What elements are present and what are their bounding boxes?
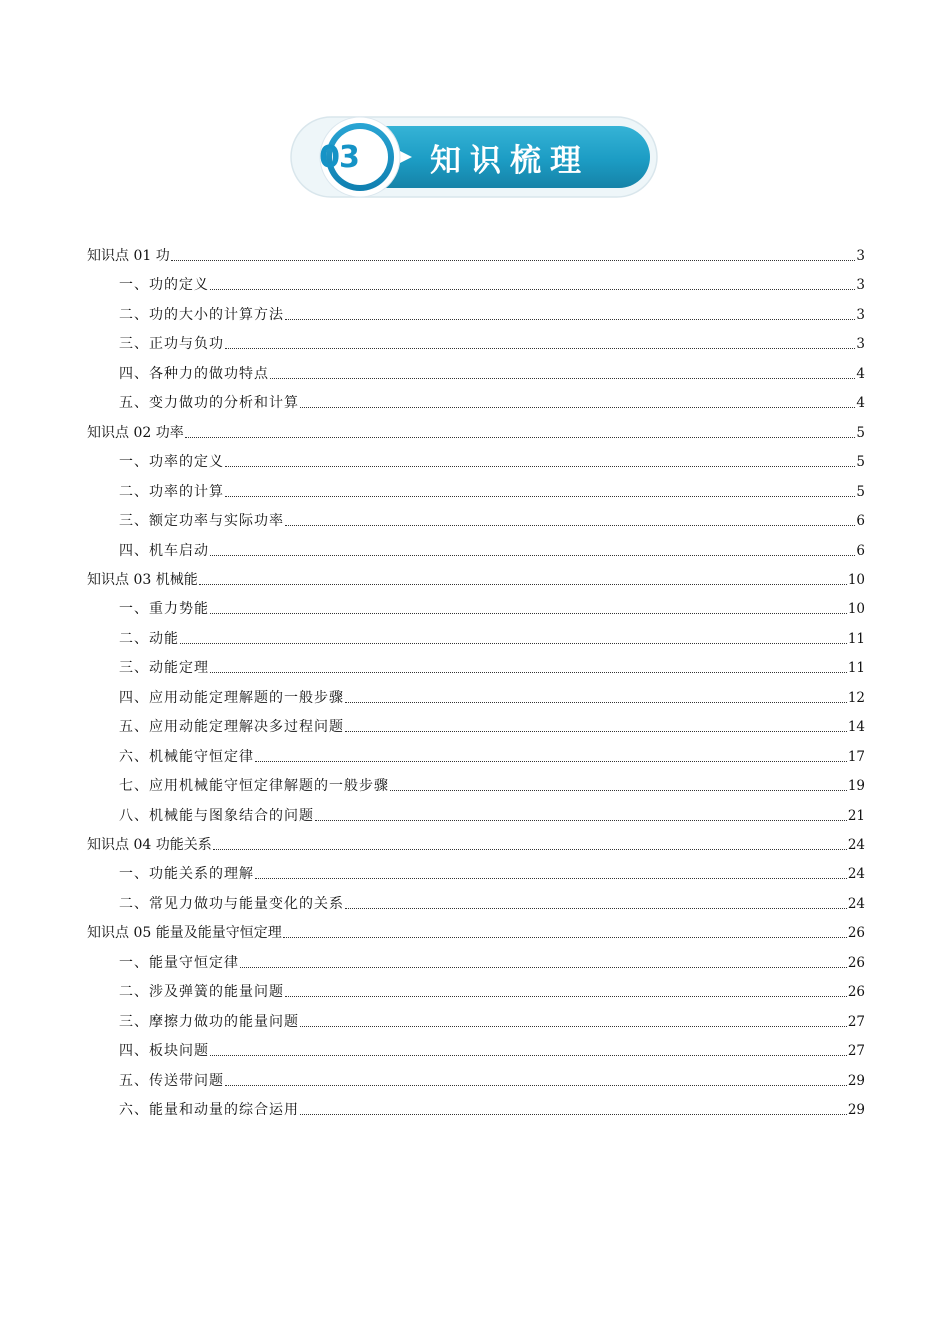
- toc-section-entry[interactable]: [119, 271, 865, 295]
- toc-entry-label: 二、常见力做功与能量变化的关系: [119, 895, 344, 912]
- toc-chapter-entry[interactable]: [87, 831, 865, 855]
- toc-entry-label: 六、机械能守恒定律: [119, 748, 254, 765]
- toc-entry-label: 知识点 05 能量及能量守恒定理: [87, 925, 282, 942]
- toc-entry-label: 四、各种力的做功特点: [119, 365, 269, 382]
- toc-dot-leader: [300, 1025, 847, 1027]
- toc-entry-label: 一、重力势能: [119, 601, 209, 618]
- toc-entry-label: 知识点 03 机械能: [87, 571, 198, 588]
- toc-entry-label: 知识点 02 功率: [87, 424, 184, 441]
- toc-entry-label: 一、功的定义: [119, 277, 209, 294]
- toc-page-number: 12: [847, 689, 865, 706]
- toc-section-entry[interactable]: [119, 389, 865, 413]
- toc-entry-label: 三、摩擦力做功的能量问题: [119, 1013, 299, 1030]
- toc-dot-leader: [225, 465, 855, 467]
- toc-section-entry[interactable]: [119, 802, 865, 826]
- toc-section-entry[interactable]: [119, 654, 865, 678]
- toc-section-entry[interactable]: [119, 360, 865, 384]
- toc-dot-leader: [213, 848, 847, 850]
- toc-section-entry[interactable]: [119, 448, 865, 472]
- toc-dot-leader: [210, 612, 847, 614]
- toc-section-entry[interactable]: [119, 684, 865, 708]
- toc-page-number: 10: [847, 601, 865, 618]
- toc-entry-label: 五、变力做功的分析和计算: [119, 395, 299, 412]
- toc-chapter-entry[interactable]: [87, 242, 865, 266]
- toc-entry-label: 七、应用机械能守恒定律解题的一般步骤: [119, 778, 389, 795]
- toc-entry-label: 五、传送带问题: [119, 1072, 224, 1089]
- toc-page-number: 24: [847, 837, 865, 853]
- toc-dot-leader: [285, 524, 855, 526]
- toc-section-entry[interactable]: [119, 978, 865, 1002]
- toc-dot-leader: [210, 288, 855, 290]
- toc-page-number: 6: [856, 513, 865, 530]
- section-banner: [290, 116, 658, 198]
- toc-section-entry[interactable]: [119, 949, 865, 973]
- toc-dot-leader: [180, 642, 847, 644]
- toc-dot-leader: [171, 259, 856, 261]
- toc-entry-label: 四、板块问题: [119, 1043, 209, 1060]
- toc-entry-label: 一、功率的定义: [119, 454, 224, 471]
- toc-dot-leader: [283, 936, 847, 938]
- toc-chapter-entry[interactable]: [87, 919, 865, 943]
- toc-section-entry[interactable]: [119, 1037, 865, 1061]
- toc-chapter-entry[interactable]: [87, 419, 865, 443]
- toc-page-number: 29: [847, 1072, 865, 1089]
- toc-dot-leader: [300, 406, 855, 408]
- toc-page-number: 19: [847, 778, 865, 795]
- toc-page-number: 26: [847, 984, 865, 1001]
- toc-section-entry[interactable]: [119, 1096, 865, 1120]
- toc-entry-label: 知识点 04 功能关系: [87, 837, 212, 853]
- toc-dot-leader: [270, 377, 855, 379]
- toc-dot-leader: [225, 347, 855, 349]
- toc-entry-label: 五、应用动能定理解决多过程问题: [119, 719, 344, 736]
- toc-section-entry[interactable]: [119, 1067, 865, 1091]
- toc-entry-label: 二、动能: [119, 630, 179, 647]
- toc-section-entry[interactable]: [119, 772, 865, 796]
- toc-page-number: 26: [847, 954, 865, 971]
- toc-chapter-entry[interactable]: [87, 566, 865, 590]
- toc-dot-leader: [185, 436, 856, 438]
- toc-entry-label: 二、涉及弹簧的能量问题: [119, 984, 284, 1001]
- toc-dot-leader: [210, 1054, 847, 1056]
- toc-section-entry[interactable]: [119, 713, 865, 737]
- toc-page-number: 29: [847, 1102, 865, 1119]
- toc-section-entry[interactable]: [119, 595, 865, 619]
- toc-page-number: 4: [856, 395, 865, 412]
- toc-entry-label: 三、动能定理: [119, 660, 209, 677]
- toc-page-number: 10: [847, 571, 865, 588]
- toc-section-entry[interactable]: [119, 860, 865, 884]
- toc-entry-label: 六、能量和动量的综合运用: [119, 1102, 299, 1119]
- toc-entry-label: 八、机械能与图象结合的问题: [119, 807, 314, 824]
- toc-entry-label: 三、正功与负功: [119, 336, 224, 353]
- toc-dot-leader: [345, 730, 847, 732]
- toc-dot-leader: [345, 907, 847, 909]
- toc-page-number: 3: [856, 306, 865, 323]
- toc-dot-leader: [345, 701, 847, 703]
- toc-dot-leader: [300, 1113, 847, 1115]
- banner-number: 03: [319, 139, 359, 175]
- toc-section-entry[interactable]: [119, 301, 865, 325]
- toc-dot-leader: [225, 495, 855, 497]
- toc-section-entry[interactable]: [119, 743, 865, 767]
- toc-dot-leader: [315, 819, 847, 821]
- toc-page-number: 3: [856, 277, 865, 294]
- toc-entry-label: 二、功的大小的计算方法: [119, 306, 284, 323]
- toc-page-number: 17: [847, 748, 865, 765]
- toc-page-number: 4: [856, 365, 865, 382]
- toc-entry-label: 四、应用动能定理解题的一般步骤: [119, 689, 344, 706]
- toc-entry-label: 一、功能关系的理解: [119, 866, 254, 883]
- toc-page-number: 11: [847, 630, 865, 647]
- toc-section-entry[interactable]: [119, 507, 865, 531]
- toc-entry-label: 二、功率的计算: [119, 483, 224, 500]
- toc-dot-leader: [390, 789, 847, 791]
- toc-page-number: 14: [847, 719, 865, 736]
- toc-page-number: 27: [847, 1043, 865, 1060]
- toc-page-number: 24: [847, 866, 865, 883]
- toc-dot-leader: [225, 1084, 847, 1086]
- toc-page-number: 26: [847, 925, 865, 942]
- toc-section-entry[interactable]: [119, 625, 865, 649]
- banner-title: 知识梳理: [430, 142, 590, 179]
- toc-section-entry[interactable]: [119, 478, 865, 502]
- toc-dot-leader: [210, 554, 855, 556]
- toc-dot-leader: [285, 995, 847, 997]
- toc-dot-leader: [255, 760, 847, 762]
- toc-entry-label: 三、额定功率与实际功率: [119, 513, 284, 530]
- toc-dot-leader: [285, 318, 855, 320]
- toc-entry-label: 知识点 01 功: [87, 248, 170, 264]
- toc-dot-leader: [199, 583, 847, 585]
- toc-page-number: 5: [856, 424, 865, 441]
- toc-section-entry[interactable]: [119, 537, 865, 561]
- toc-page-number: 5: [856, 454, 865, 471]
- toc-page-number: 6: [856, 542, 865, 559]
- toc-dot-leader: [240, 966, 847, 968]
- toc-section-entry[interactable]: [119, 890, 865, 914]
- toc-page-number: 27: [847, 1013, 865, 1030]
- toc-entry-label: 一、能量守恒定律: [119, 954, 239, 971]
- toc-page-number: 24: [847, 895, 865, 912]
- toc-page-number: 3: [856, 248, 865, 264]
- toc-section-entry[interactable]: [119, 330, 865, 354]
- toc-page-number: 3: [856, 336, 865, 353]
- toc-page-number: 11: [847, 660, 865, 677]
- toc-dot-leader: [255, 877, 847, 879]
- toc-entry-label: 四、机车启动: [119, 542, 209, 559]
- toc-page-number: 21: [847, 807, 865, 824]
- toc-dot-leader: [210, 671, 847, 673]
- toc-section-entry[interactable]: [119, 1008, 865, 1032]
- toc-page-number: 5: [856, 483, 865, 500]
